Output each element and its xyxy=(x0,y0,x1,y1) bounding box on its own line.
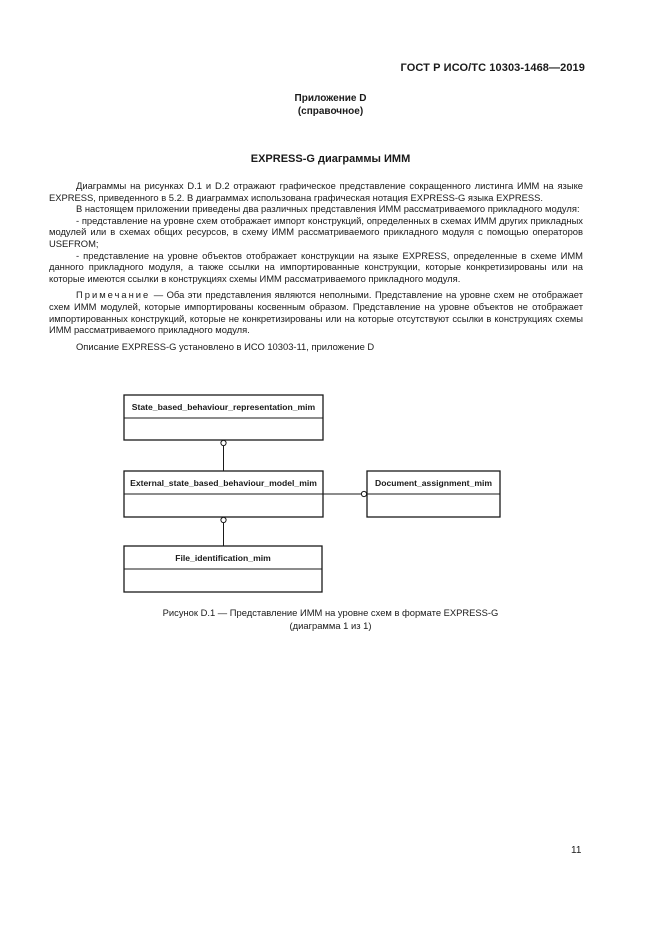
connector-file-to-external xyxy=(221,517,226,546)
page-number: 11 xyxy=(571,845,582,856)
schema-box-file-identification xyxy=(124,546,322,592)
schema-box-state-based xyxy=(124,395,323,440)
paragraph-intro: Диаграммы на рисунках D.1 и D.2 отражают графическое представление сокращенного листинга ИММ на языке EXPRESS, приведенного в 5.2. В диаграммах использована графическая нотация EXPRESS-G языка EXPRESS. xyxy=(49,180,583,203)
paragraph-representations: В настоящем приложении приведены два различных представления ИММ рассматриваемого прикладного модуля: xyxy=(76,203,580,215)
paragraph-reference: Описание EXPRESS-G установлено в ИСО 10303-11, приложение D xyxy=(76,340,375,352)
connector-external-to-document xyxy=(323,491,367,496)
figure-caption-subtitle: (диаграмма 1 из 1) xyxy=(289,619,372,631)
note-text: — Оба эти представления являются неполными. Представление на уровне схем не отображает схем ИММ модулей, которые импортированы косвенным образом. Представление на уровне объектов не отображает импортированных конструкций, которые не конкретизированы или на которые отсутствуют ссылки в конструкциях схемы ИММ рассматриваемого прикладного модуля. xyxy=(49,289,583,336)
schema-box-document-assignment xyxy=(367,471,500,517)
connector-external-to-state xyxy=(221,440,226,471)
figure-caption-title: Рисунок D.1 — Представление ИММ на уровне схем в формате EXPRESS-G xyxy=(162,607,499,618)
paragraph-schema-level: - представление на уровне схем отображает импорт конструкций, определенных в схемах ИММ других прикладных модулей или в схемах общих ресурсов, в схему ИММ рассматриваемого прикладного модуля с помощью операторов USEFROM; xyxy=(49,214,583,249)
annex-title: Приложение D xyxy=(294,93,367,104)
schema-name-external-state: External_state_based_behaviour_model_mim xyxy=(130,478,317,488)
document-header: ГОСТ Р ИСО/ТС 10303-1468—2019 xyxy=(400,62,585,74)
paragraph-entity-level: - представление на уровне объектов отображает конструкции на языке EXPRESS, определенные в схеме ИММ данного прикладного модуля, а также ссылки на импортированные конструкции, которые конкретизированы или на которые имеются ссылки в конструкциях схемы ИММ рассматриваемого прикладного модуля. xyxy=(49,249,583,284)
schema-name-file-identification: File_identification_mim xyxy=(175,553,271,563)
section-title: EXPRESS-G диаграммы ИММ xyxy=(250,153,411,165)
annex-subtitle: (справочное) xyxy=(297,106,364,117)
schema-name-state-based: State_based_behaviour_representation_mim xyxy=(131,402,316,412)
note-label: Примечание xyxy=(76,289,151,301)
schema-name-document-assignment: Document_assignment_mim xyxy=(374,478,493,488)
schema-box-external-state xyxy=(124,471,323,517)
figure-caption xyxy=(0,607,661,632)
